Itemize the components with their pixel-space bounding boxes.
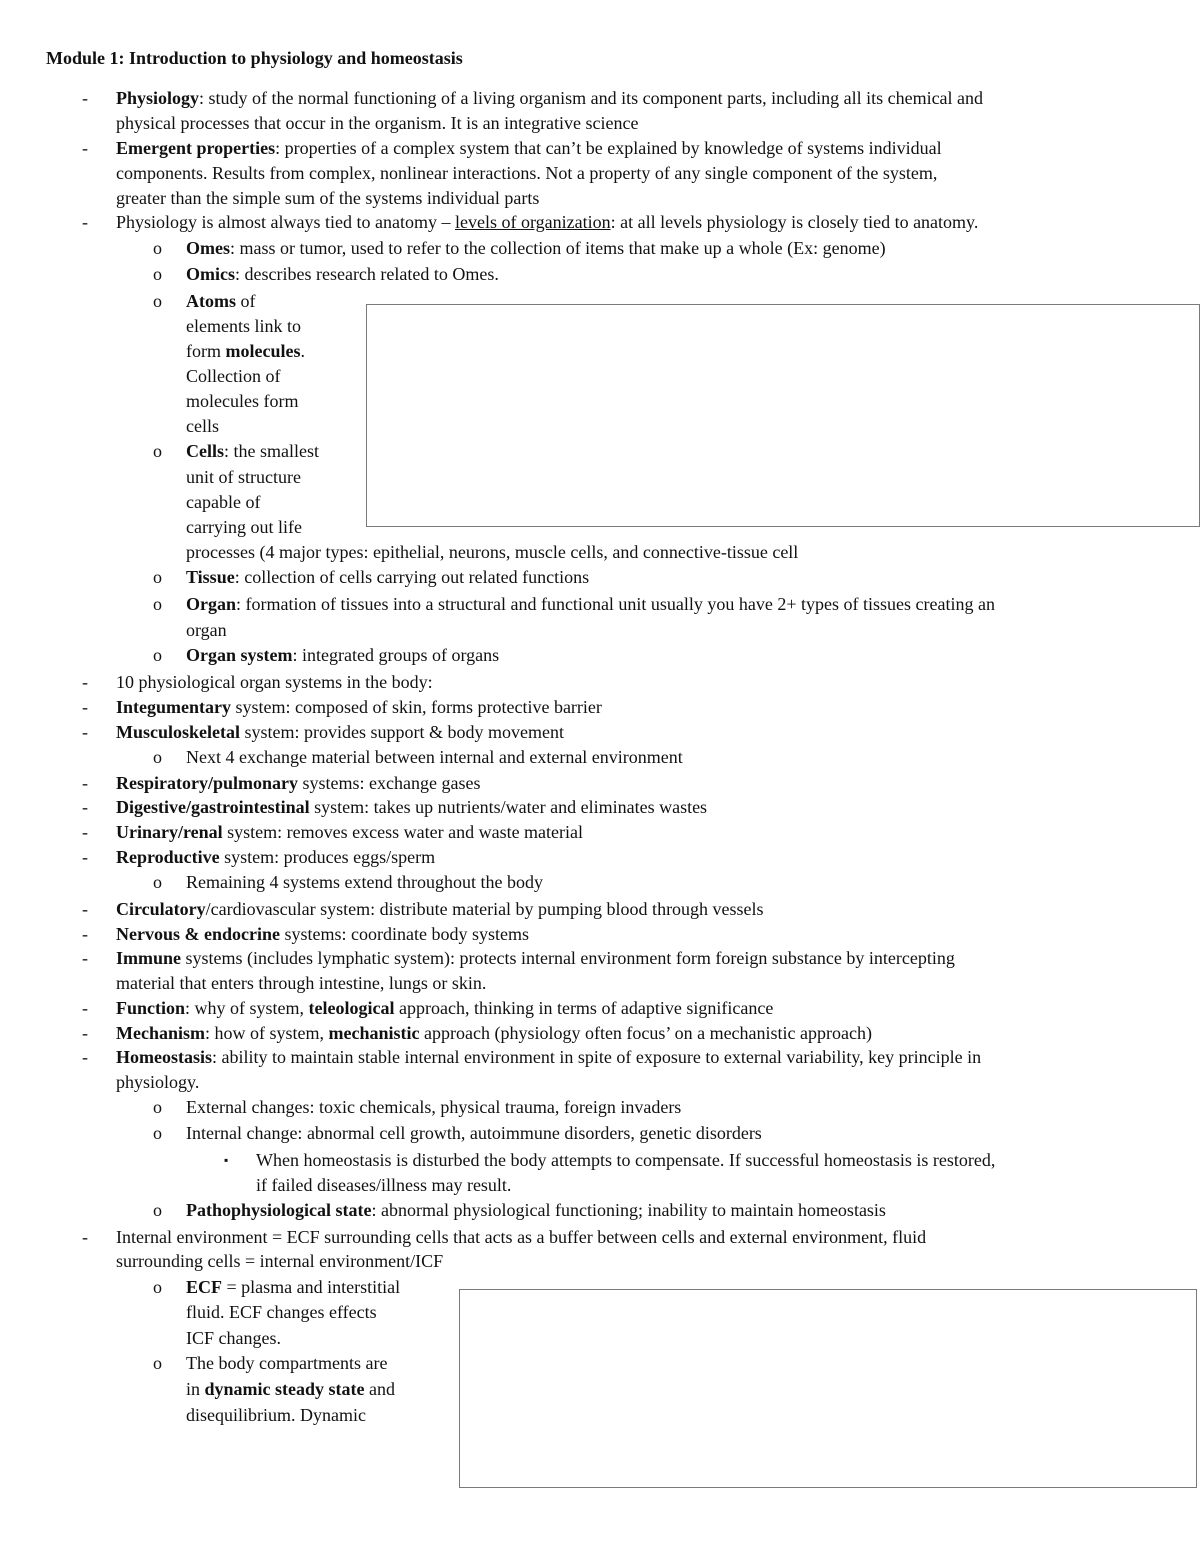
circle-marker: o	[153, 238, 162, 258]
dash-marker: -	[82, 672, 88, 692]
term: Reproductive	[116, 847, 220, 867]
definition-text: ICF changes.	[186, 1328, 281, 1348]
definition-text: systems (includes lymphatic system): protects internal environment form foreign substance by intercepting	[181, 948, 955, 968]
definition-text: approach, thinking in terms of adaptive significance	[394, 998, 774, 1018]
circle-marker: o	[153, 567, 162, 587]
term: Physiology	[116, 88, 200, 108]
definition-text: : mass or tumor, used to refer to the collection of items that make up a whole (Ex: genome)	[230, 238, 886, 258]
term: Pathophysiological state	[186, 1200, 372, 1220]
term: Mechanism	[116, 1023, 205, 1043]
term: Tissue	[186, 567, 235, 587]
definition-text: unit of structure	[186, 467, 301, 487]
definition-text: : how of system,	[205, 1023, 329, 1043]
term: Omics	[186, 264, 235, 284]
term: Circulatory	[116, 899, 206, 919]
definition-text: system: removes excess water and waste material	[222, 822, 584, 842]
term: Organ	[186, 594, 237, 614]
definition-text: Physiology is almost always tied to anatomy –	[116, 212, 455, 232]
definition-text: elements link to	[186, 316, 301, 336]
dash-marker: -	[82, 1227, 88, 1247]
dash-marker: -	[82, 948, 88, 968]
definition-text: system: composed of skin, forms protective barrier	[231, 697, 602, 717]
definition-text: Remaining 4 systems extend throughout the body	[186, 872, 543, 892]
definition-text: The body compartments are	[186, 1353, 388, 1373]
definition-text: : study of the normal functioning of a living organism and its component parts, including all its chemical and	[199, 88, 984, 108]
definition-text: : ability to maintain stable internal environment in spite of exposure to external variability, key principle in	[212, 1047, 982, 1067]
definition-text: fluid. ECF changes effects	[186, 1302, 377, 1322]
dash-marker: -	[82, 722, 88, 742]
definition-text: = plasma and interstitial	[222, 1277, 401, 1297]
definition-text: .	[300, 341, 305, 361]
definition-text: : integrated groups of organs	[292, 645, 500, 665]
definition-text: if failed diseases/illness may result.	[256, 1175, 512, 1195]
dash-marker: -	[82, 899, 88, 919]
definition-text: systems: coordinate body systems	[279, 924, 529, 944]
definition-text: When homeostasis is disturbed the body attempts to compensate. If successful homeostasis is restored,	[256, 1150, 996, 1170]
definition-text: of	[236, 291, 256, 311]
definition-text: and	[364, 1379, 396, 1399]
definition-text: : properties of a complex system that can’t be explained by knowledge of systems individual	[275, 138, 942, 158]
circle-marker: o	[153, 1277, 162, 1297]
term: Integumentary	[116, 697, 231, 717]
circle-marker: o	[153, 441, 162, 461]
definition-text: : collection of cells carrying out related functions	[234, 567, 590, 587]
definition-text: /cardiovascular system: distribute material by pumping blood through vessels	[205, 899, 764, 919]
dash-marker: -	[82, 847, 88, 867]
term: Homeostasis	[116, 1047, 212, 1067]
definition-text: form	[186, 341, 226, 361]
levels-of-organization-term: levels of organization	[454, 212, 611, 232]
page-title: Module 1: Introduction to physiology and homeostasis	[46, 48, 463, 68]
definition-text: : abnormal physiological functioning; inability to maintain homeostasis	[371, 1200, 886, 1220]
dash-marker: -	[82, 88, 88, 108]
dash-marker: -	[82, 1047, 88, 1067]
term: Cells	[186, 441, 224, 461]
term: Atoms	[186, 291, 236, 311]
definition-text: : why of system,	[185, 998, 309, 1018]
definition-text: : the smallest	[224, 441, 319, 461]
term: Immune	[116, 948, 182, 968]
circle-marker: o	[153, 594, 162, 614]
dash-marker: -	[82, 998, 88, 1018]
definition-text: physical processes that occur in the organism. It is an integrative science	[116, 113, 639, 133]
term: teleological	[308, 998, 395, 1018]
dash-marker: -	[82, 697, 88, 717]
term: Omes	[186, 238, 230, 258]
term: Organ system	[186, 645, 293, 665]
definition-text: system: provides support & body movement	[240, 722, 564, 742]
term: Function	[116, 998, 186, 1018]
circle-marker: o	[153, 1353, 162, 1373]
definition-text: : describes research related to Omes.	[235, 264, 499, 284]
definition-text: system: produces eggs/sperm	[219, 847, 436, 867]
definition-text: processes (4 major types: epithelial, neurons, muscle cells, and connective-tissue cell	[186, 542, 799, 562]
circle-marker: o	[153, 645, 162, 665]
dash-marker: -	[82, 212, 88, 232]
term: Nervous & endocrine	[116, 924, 280, 944]
dash-marker: -	[82, 822, 88, 842]
definition-text: in	[186, 1379, 205, 1399]
circle-marker: o	[153, 872, 162, 892]
definition-text: carrying out life	[186, 517, 302, 537]
term: Urinary/renal	[116, 822, 223, 842]
term: Digestive/gastrointestinal	[116, 797, 310, 817]
definition-text: system: takes up nutrients/water and eliminates wastes	[309, 797, 708, 817]
definition-text: Collection of	[186, 366, 281, 386]
circle-marker: o	[153, 1200, 162, 1220]
definition-text: : formation of tissues into a structural and functional unit usually you have 2+ types of tissues creating an	[236, 594, 996, 614]
term: molecules	[225, 341, 301, 361]
definition-text: organ	[186, 620, 227, 640]
dash-marker: -	[82, 924, 88, 944]
definition-text: Internal environment = ECF surrounding cells that acts as a buffer between cells and external environment, fluid	[116, 1227, 927, 1247]
definition-text: : at all levels physiology is closely tied to anatomy.	[610, 212, 979, 232]
definition-text: molecules form	[186, 391, 299, 411]
term: Emergent properties	[116, 138, 276, 158]
definition-text: surrounding cells = internal environment/ICF	[116, 1251, 444, 1271]
definition-text: systems: exchange gases	[298, 773, 481, 793]
circle-marker: o	[153, 1123, 162, 1143]
term: Respiratory/pulmonary	[116, 773, 298, 793]
term: mechanistic	[328, 1023, 420, 1043]
circle-marker: o	[153, 747, 162, 767]
term: Musculoskeletal	[116, 722, 240, 742]
definition-text: Next 4 exchange material between internal and external environment	[186, 747, 683, 767]
circle-marker: o	[153, 291, 162, 311]
definition-text: components. Results from complex, nonlinear interactions. Not a property of any single component of the system,	[116, 163, 938, 183]
definition-text: cells	[186, 416, 219, 436]
definition-text: 10 physiological organ systems in the body:	[116, 672, 433, 692]
definition-text: capable of	[186, 492, 261, 512]
term: ECF	[186, 1277, 222, 1297]
definition-text: material that enters through intestine, lungs or skin.	[116, 973, 487, 993]
circle-marker: o	[153, 1097, 162, 1117]
figure-placeholder-levels-of-organization	[366, 304, 1200, 527]
definition-text: External changes: toxic chemicals, physical trauma, foreign invaders	[186, 1097, 682, 1117]
definition-text: greater than the simple sum of the systems individual parts	[116, 188, 540, 208]
square-marker: ▪	[224, 1153, 229, 1167]
dash-marker: -	[82, 1023, 88, 1043]
term: dynamic steady state	[204, 1379, 365, 1399]
definition-text: physiology.	[116, 1072, 200, 1092]
figure-placeholder-body-compartments	[459, 1289, 1197, 1488]
dash-marker: -	[82, 797, 88, 817]
circle-marker: o	[153, 264, 162, 284]
dash-marker: -	[82, 138, 88, 158]
definition-text: Internal change: abnormal cell growth, autoimmune disorders, genetic disorders	[186, 1123, 762, 1143]
dash-marker: -	[82, 773, 88, 793]
definition-text: disequilibrium. Dynamic	[186, 1405, 366, 1425]
definition-text: approach (physiology often focus’ on a mechanistic approach)	[419, 1023, 872, 1043]
